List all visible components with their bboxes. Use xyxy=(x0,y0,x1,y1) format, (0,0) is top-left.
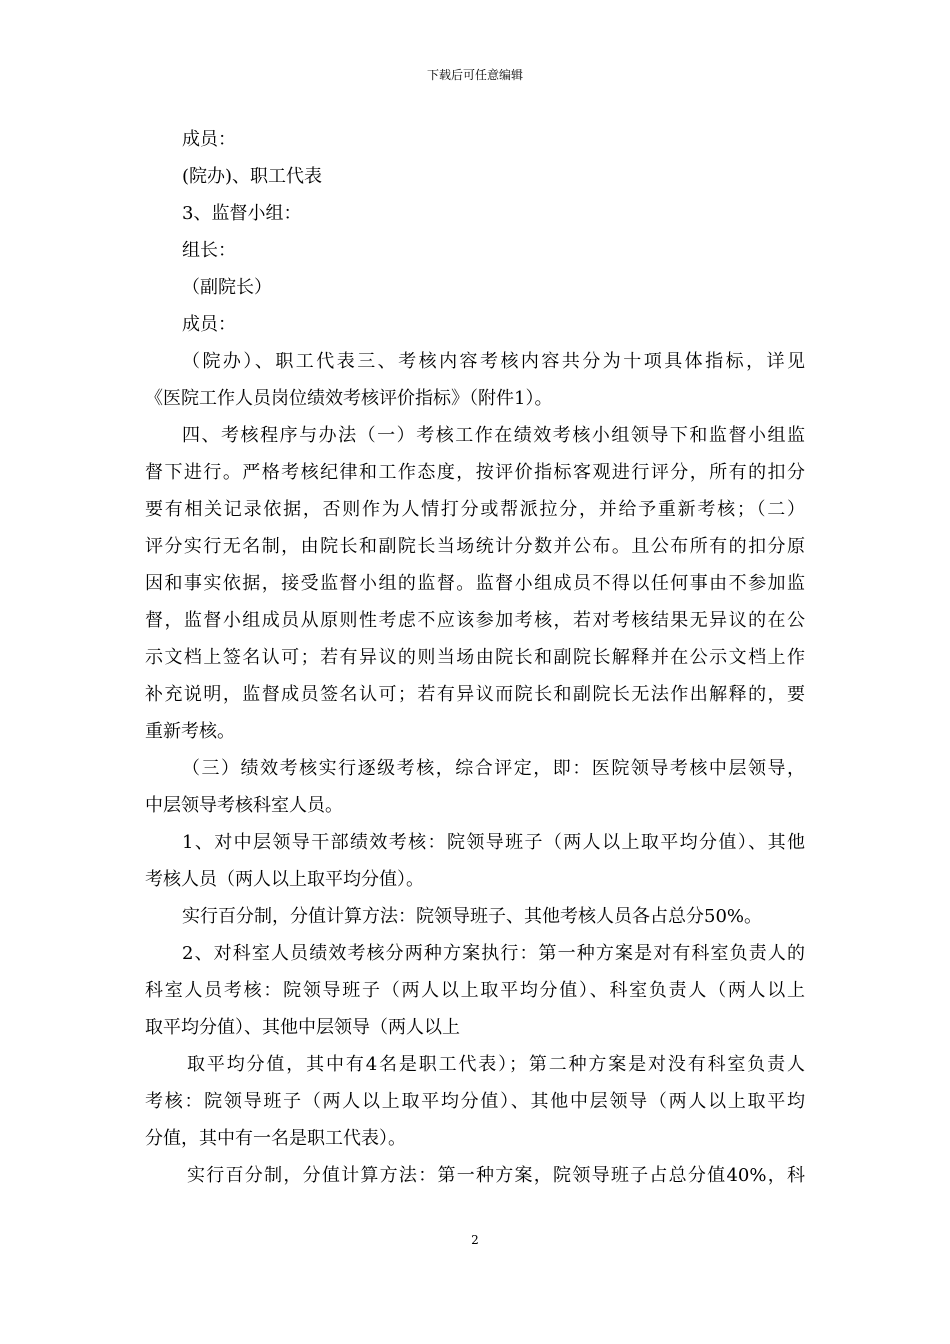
text-line: 重新考核。 xyxy=(145,721,235,742)
text-line: （院办）、职工代表三、考核内容考核内容共分为十项具体指标，详见 xyxy=(182,351,805,372)
text-line: 考核：院领导班子（两人以上取平均分值）、其他中层领导（两人以上取平均 xyxy=(145,1091,805,1112)
text-line: 分值，其中有一名是职工代表）。 xyxy=(145,1128,406,1149)
text-line: 实行百分制，分值计算方法：院领导班子、其他考核人员各占总分50%。 xyxy=(182,906,763,927)
text-line: （三）绩效考核实行逐级考核，综合评定，即：医院领导考核中层领导， xyxy=(182,758,805,779)
text-line: 督，监督小组成员从原则性考虑不应该参加考核，若对考核结果无异议的在公 xyxy=(145,610,805,631)
text-line: 取平均分值，其中有4名是职工代表）；第二种方案是对没有科室负责人 xyxy=(187,1054,805,1075)
text-line: 成员： xyxy=(182,129,236,150)
document-body xyxy=(145,121,805,1194)
text-line: 2、对科室人员绩效考核分两种方案执行：第一种方案是对有科室负责人的 xyxy=(182,943,805,964)
text-line: 评分实行无名制，由院长和副院长当场统计分数并公布。且公布所有的扣分原 xyxy=(145,536,805,557)
text-line: 3、监督小组： xyxy=(182,203,302,224)
text-line: 中层领导考核科室人员。 xyxy=(145,795,343,816)
page-header: 下载后可任意编辑 xyxy=(426,68,523,82)
text-line: （副院长） xyxy=(182,277,272,298)
text-line: 四、考核程序与办法（一）考核工作在绩效考核小组领导下和监督小组监 xyxy=(182,425,805,446)
text-line: 科室人员考核：院领导班子（两人以上取平均分值）、科室负责人（两人以上 xyxy=(145,980,805,1001)
text-line: 示文档上签名认可；若有异议的则当场由院长和副院长解释并在公示文档上作 xyxy=(145,647,805,668)
text-line: 实行百分制，分值计算方法：第一种方案，院领导班子占总分值40%，科 xyxy=(187,1165,805,1186)
page-number: 2 xyxy=(471,1233,479,1247)
text-line: 1、对中层领导干部绩效考核：院领导班子（两人以上取平均分值）、其他 xyxy=(182,832,805,853)
text-line: 成员： xyxy=(182,314,236,335)
text-line: 取平均分值）、其他中层领导（两人以上 xyxy=(145,1017,460,1038)
text-line: 考核人员（两人以上取平均分值）。 xyxy=(145,869,424,890)
text-line: 组长： xyxy=(182,240,236,261)
text-line: 补充说明，监督成员签名认可；若有异议而院长和副院长无法作出解释的，要 xyxy=(145,684,805,705)
text-line: 《医院工作人员岗位绩效考核评价指标》（附件1）。 xyxy=(145,388,553,409)
text-line: 因和事实依据，接受监督小组的监督。监督小组成员不得以任何事由不参加监 xyxy=(145,573,805,594)
text-line: 督下进行。严格考核纪律和工作态度，按评价指标客观进行评分，所有的扣分 xyxy=(145,462,805,483)
text-line: (院办)、职工代表 xyxy=(182,166,323,187)
text-line: 要有相关记录依据，否则作为人情打分或帮派拉分，并给予重新考核；（二） xyxy=(145,499,805,520)
